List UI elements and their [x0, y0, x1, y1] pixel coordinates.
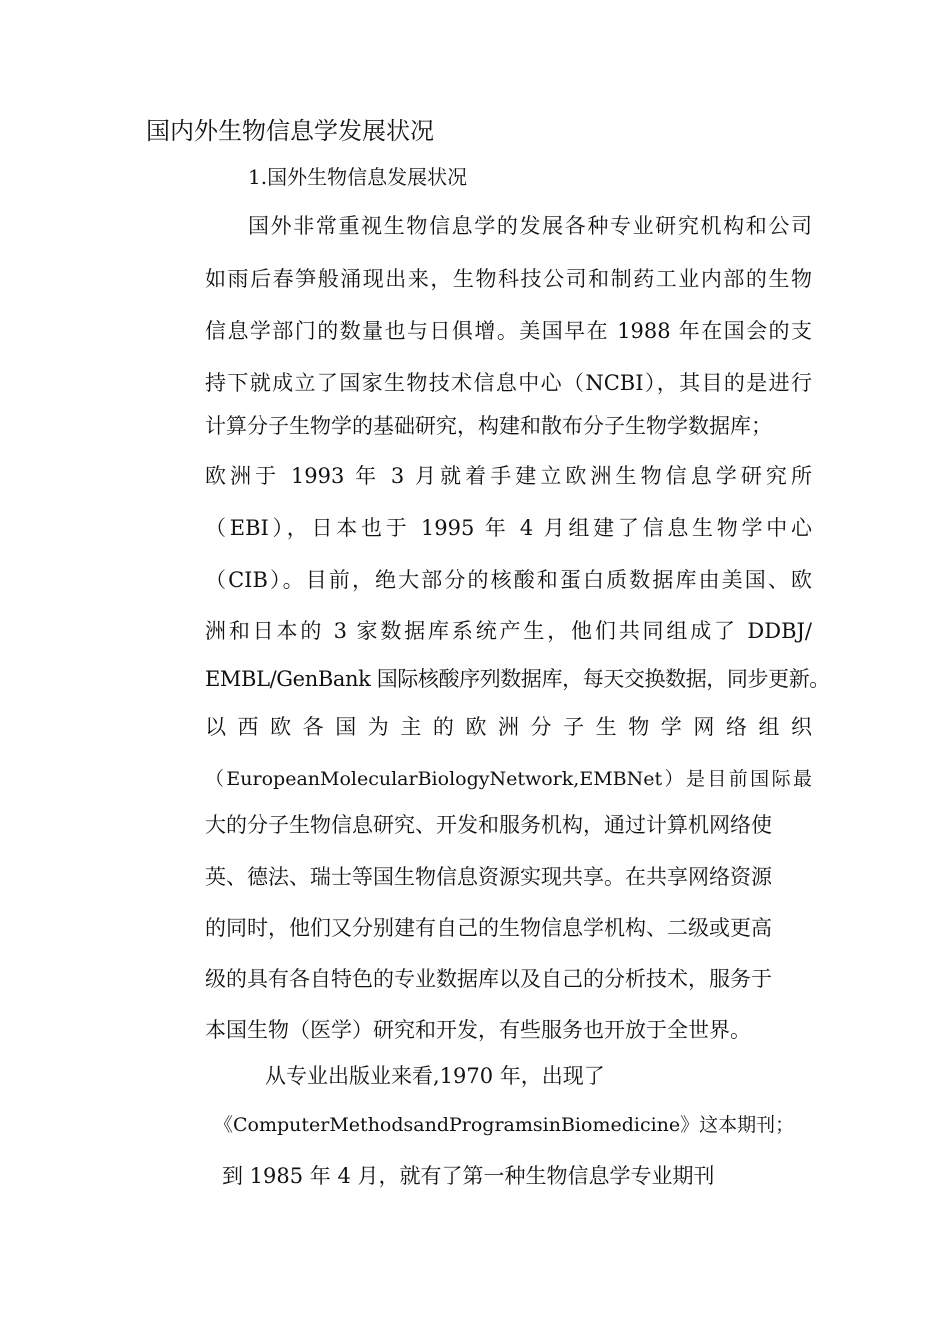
paragraph-line: 英、德法、瑞士等国生物信息资源实现共享。在共享网络资源 — [205, 865, 772, 889]
paragraph-line: 洲和日本的 3 家数据库系统产生，他们共同组成了 DDBJ/ — [205, 619, 812, 643]
paragraph-line: 信息学部门的数量也与日俱增。美国早在 1988 年在国会的支 — [205, 319, 812, 343]
paragraph-line: 的同时，他们又分别建有自己的生物信息学机构、二级或更高 — [205, 916, 772, 940]
paragraph-line: 级的具有各自特色的专业数据库以及自己的分析技术，服务于 — [205, 967, 772, 991]
section-heading: 1.国外生物信息发展状况 — [248, 165, 468, 189]
paragraph-line: 计算分子生物学的基础研究，构建和散布分子生物学数据库； — [205, 414, 772, 438]
paragraph-line: （EBI），日本也于 1995 年 4 月组建了信息生物学中心 — [205, 516, 812, 540]
paragraph-line: 欧洲于 1993 年 3 月就着手建立欧洲生物信息学研究所 — [205, 464, 812, 488]
paragraph-line: 如雨后春笋般涌现出来，生物科技公司和制药工业内部的生物 — [205, 267, 812, 291]
paragraph-line: （CIB）。目前，绝大部分的核酸和蛋白质数据库由美国、欧 — [205, 568, 812, 592]
paragraph-line: 到 1985 年 4 月，就有了第一种生物信息学专业期刊 — [222, 1164, 715, 1188]
paragraph-line: 国外非常重视生物信息学的发展各种专业研究机构和公司 — [248, 214, 812, 238]
paragraph-line: 以西欧各国为主的欧洲分子生物学网络组织 — [205, 715, 812, 739]
paragraph-line: 持下就成立了国家生物技术信息中心（NCBI），其目的是进行 — [205, 371, 812, 395]
paragraph-line: 本国生物（医学）研究和开发，有些服务也开放于全世界。 — [205, 1018, 751, 1042]
paragraph-line: EMBL/GenBank 国际核酸序列数据库，每天交换数据，同步更新。 — [205, 667, 830, 691]
paragraph-line: 从专业出版业来看,1970 年，出现了 — [265, 1064, 605, 1088]
paragraph-line: 《ComputerMethodsandProgramsinBiomedicine》这本期刊； — [214, 1114, 795, 1136]
paragraph-line: （EuropeanMolecularBiologyNetwork,EMBNet）是目前国际最 — [205, 768, 812, 790]
paragraph-line: 大的分子生物信息研究、开发和服务机构，通过计算机网络使 — [205, 813, 772, 837]
page-title: 国内外生物信息学发展状况 — [146, 117, 434, 145]
